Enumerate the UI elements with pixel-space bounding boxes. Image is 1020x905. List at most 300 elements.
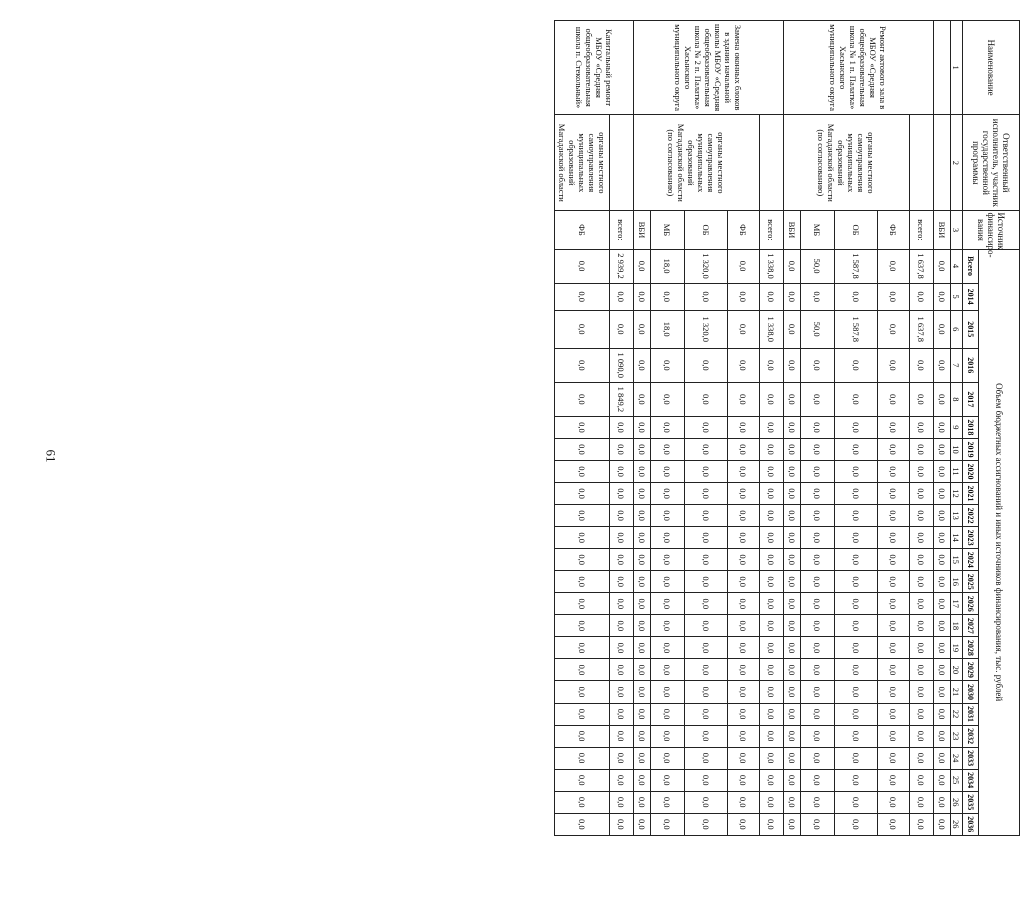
column-index: 22: [951, 703, 963, 725]
value-cell: 1 338,0: [760, 249, 784, 283]
value-cell: 0,0: [685, 769, 728, 791]
value-cell: 0,0: [878, 505, 910, 527]
column-index: 26: [951, 813, 963, 835]
value-cell: 0,0: [784, 659, 801, 681]
value-cell: 0,0: [634, 249, 651, 283]
value-cell: 0,0: [760, 681, 784, 703]
responsible-blank: [610, 115, 634, 211]
header-year: 2025: [963, 571, 979, 593]
column-index: 5: [951, 283, 963, 310]
value-cell: 0,0: [651, 681, 685, 703]
value-cell: 0,0: [910, 637, 934, 659]
value-cell: 0,0: [934, 460, 951, 482]
source-cell: МБ: [801, 211, 835, 249]
header-year: 2023: [963, 527, 979, 549]
value-cell: 0,0: [610, 460, 634, 482]
value-cell: 0,0: [835, 813, 878, 835]
value-cell: 0,0: [934, 382, 951, 416]
value-cell: 0,0: [878, 310, 910, 348]
header-total: Всего: [963, 249, 979, 283]
value-cell: 0,0: [685, 348, 728, 382]
value-cell: 0,0: [651, 593, 685, 615]
value-cell: 0,0: [728, 769, 760, 791]
header-year: 2020: [963, 460, 979, 482]
value-cell: 0,0: [685, 483, 728, 505]
value-cell: 0,0: [910, 527, 934, 549]
value-cell: 0,0: [555, 549, 610, 571]
value-cell: 0,0: [801, 483, 835, 505]
value-cell: 0,0: [555, 527, 610, 549]
value-cell: 0,0: [801, 593, 835, 615]
value-cell: 0,0: [610, 791, 634, 813]
value-cell: 0,0: [835, 769, 878, 791]
header-year: 2029: [963, 659, 979, 681]
value-cell: 0,0: [760, 382, 784, 416]
value-cell: 0,0: [784, 813, 801, 835]
value-cell: 1 637,8: [910, 310, 934, 348]
value-cell: 0,0: [685, 747, 728, 769]
value-cell: 0,0: [934, 813, 951, 835]
value-cell: 0,0: [685, 615, 728, 637]
value-cell: 0,0: [934, 747, 951, 769]
value-cell: 50,0: [801, 249, 835, 283]
table-row: [878, 21, 910, 880]
value-cell: 0,0: [728, 249, 760, 283]
value-cell: 0,0: [784, 483, 801, 505]
value-cell: 0,0: [934, 483, 951, 505]
value-cell: 0,0: [760, 637, 784, 659]
column-index: 17: [951, 593, 963, 615]
value-cell: 0,0: [555, 593, 610, 615]
value-cell: 0,0: [651, 527, 685, 549]
value-cell: 0,0: [910, 769, 934, 791]
value-cell: 0,0: [555, 438, 610, 460]
responsible-cell: [934, 115, 951, 211]
value-cell: 18,0: [651, 249, 685, 283]
value-cell: 0,0: [801, 747, 835, 769]
value-cell: 0,0: [784, 747, 801, 769]
value-cell: 0,0: [934, 681, 951, 703]
value-cell: 0,0: [728, 725, 760, 747]
value-cell: 1 637,8: [910, 249, 934, 283]
column-index: 23: [951, 725, 963, 747]
value-cell: 0,0: [610, 283, 634, 310]
value-cell: 0,0: [651, 769, 685, 791]
value-cell: 0,0: [910, 681, 934, 703]
value-cell: 0,0: [835, 747, 878, 769]
value-cell: 0,0: [910, 460, 934, 482]
value-cell: 0,0: [728, 637, 760, 659]
value-cell: 0,0: [878, 460, 910, 482]
value-cell: 0,0: [685, 637, 728, 659]
value-cell: 0,0: [555, 382, 610, 416]
value-cell: 0,0: [934, 659, 951, 681]
value-cell: 0,0: [685, 549, 728, 571]
value-cell: 0,0: [685, 813, 728, 835]
value-cell: 0,0: [555, 571, 610, 593]
page-number: 61: [43, 449, 59, 463]
value-cell: 0,0: [555, 416, 610, 438]
value-cell: 0,0: [760, 791, 784, 813]
value-cell: 0,0: [835, 382, 878, 416]
value-cell: 0,0: [728, 416, 760, 438]
column-index: 18: [951, 615, 963, 637]
column-index: 12: [951, 483, 963, 505]
value-cell: 0,0: [760, 438, 784, 460]
source-cell: ФБ: [728, 211, 760, 249]
value-cell: 0,0: [835, 283, 878, 310]
header-year: 2035: [963, 791, 979, 813]
value-cell: 0,0: [685, 527, 728, 549]
value-cell: 0,0: [728, 382, 760, 416]
value-cell: 0,0: [934, 527, 951, 549]
header-year: 2014: [963, 283, 979, 310]
value-cell: 0,0: [634, 549, 651, 571]
continuation-row: [934, 21, 951, 880]
value-cell: 0,0: [610, 549, 634, 571]
column-index: 21: [951, 681, 963, 703]
value-cell: 0,0: [878, 681, 910, 703]
header-year: 2017: [963, 382, 979, 416]
value-cell: 0,0: [878, 527, 910, 549]
value-cell: 0,0: [610, 747, 634, 769]
value-cell: 0,0: [835, 659, 878, 681]
measure-name: Капитальный ремонт МБОУ «Средняя общеобразовательная школа п. Стекольный»: [555, 21, 634, 115]
value-cell: 0,0: [910, 416, 934, 438]
value-cell: 0,0: [634, 725, 651, 747]
measure-name: Замена оконных блоков в здании начальной школы МБОУ «Средняя общеобразовательная школа № 2 п. Палатка» Хасынского муниципального округа: [634, 21, 784, 115]
value-cell: 0,0: [910, 382, 934, 416]
value-cell: 0,0: [651, 747, 685, 769]
value-cell: 0,0: [801, 725, 835, 747]
value-cell: 0,0: [784, 571, 801, 593]
value-cell: 0,0: [685, 703, 728, 725]
value-cell: 0,0: [634, 283, 651, 310]
value-cell: 0,0: [610, 416, 634, 438]
value-cell: 0,0: [760, 593, 784, 615]
value-cell: 0,0: [555, 813, 610, 835]
value-cell: 0,0: [610, 483, 634, 505]
value-cell: 0,0: [760, 747, 784, 769]
value-cell: 0,0: [610, 725, 634, 747]
value-cell: 0,0: [760, 769, 784, 791]
value-cell: 0,0: [685, 382, 728, 416]
column-index: 6: [951, 310, 963, 348]
header-year: 2033: [963, 747, 979, 769]
value-cell: 0,0: [934, 283, 951, 310]
value-cell: 1 849,2: [610, 382, 634, 416]
value-cell: 0,0: [784, 593, 801, 615]
header-year: 2032: [963, 725, 979, 747]
value-cell: 0,0: [555, 637, 610, 659]
value-cell: 0,0: [610, 593, 634, 615]
value-cell: 0,0: [728, 791, 760, 813]
value-cell: 0,0: [651, 615, 685, 637]
value-cell: 0,0: [555, 791, 610, 813]
value-cell: 0,0: [651, 659, 685, 681]
value-cell: 0,0: [801, 813, 835, 835]
value-cell: 0,0: [784, 769, 801, 791]
value-cell: 0,0: [934, 249, 951, 283]
value-cell: 0,0: [760, 505, 784, 527]
value-cell: 0,0: [634, 460, 651, 482]
value-cell: 0,0: [610, 703, 634, 725]
value-cell: 0,0: [784, 382, 801, 416]
source-cell: всего:: [610, 211, 634, 249]
value-cell: 0,0: [728, 659, 760, 681]
value-cell: 0,0: [878, 382, 910, 416]
value-cell: 0,0: [934, 505, 951, 527]
value-cell: 1 587,8: [835, 249, 878, 283]
header-name: Наименование: [963, 21, 1020, 115]
value-cell: 0,0: [801, 416, 835, 438]
value-cell: 0,0: [910, 348, 934, 382]
header-year: 2021: [963, 483, 979, 505]
column-index: 4: [951, 249, 963, 283]
value-cell: 0,0: [934, 791, 951, 813]
column-index: 9: [951, 416, 963, 438]
source-cell: всего:: [910, 211, 934, 249]
value-cell: 0,0: [555, 681, 610, 703]
source-cell: МБ: [651, 211, 685, 249]
value-cell: 0,0: [651, 725, 685, 747]
value-cell: 0,0: [934, 725, 951, 747]
value-cell: 0,0: [801, 549, 835, 571]
value-cell: 0,0: [784, 549, 801, 571]
value-cell: 0,0: [835, 637, 878, 659]
source-cell: ВБИ: [634, 211, 651, 249]
value-cell: 0,0: [910, 549, 934, 571]
value-cell: 0,0: [784, 310, 801, 348]
value-cell: 0,0: [801, 681, 835, 703]
value-cell: 0,0: [835, 791, 878, 813]
value-cell: 0,0: [784, 791, 801, 813]
value-cell: 2 939,2: [610, 249, 634, 283]
header-year: 2022: [963, 505, 979, 527]
value-cell: 0,0: [835, 681, 878, 703]
value-cell: 0,0: [555, 249, 610, 283]
value-cell: 0,0: [634, 813, 651, 835]
value-cell: 0,0: [634, 615, 651, 637]
value-cell: 0,0: [651, 460, 685, 482]
header-source: Источник финансиро-вания: [963, 211, 1020, 249]
header-year: 2016: [963, 348, 979, 382]
value-cell: 0,0: [610, 438, 634, 460]
value-cell: 0,0: [728, 615, 760, 637]
value-cell: 0,0: [878, 571, 910, 593]
value-cell: 0,0: [910, 483, 934, 505]
value-cell: 0,0: [910, 813, 934, 835]
value-cell: 0,0: [878, 703, 910, 725]
value-cell: 0,0: [555, 310, 610, 348]
responsible-blank: [760, 115, 784, 211]
source-cell: ФБ: [878, 211, 910, 249]
value-cell: 0,0: [934, 310, 951, 348]
column-index: 3: [951, 211, 963, 249]
value-cell: 0,0: [610, 505, 634, 527]
responsible-cell: органы местного самоуправления муниципальных образований Магаданской области: [555, 115, 610, 211]
column-index: 14: [951, 527, 963, 549]
value-cell: 0,0: [784, 637, 801, 659]
value-cell: 0,0: [728, 283, 760, 310]
column-index: 11: [951, 460, 963, 482]
value-cell: 0,0: [610, 527, 634, 549]
value-cell: 0,0: [634, 527, 651, 549]
value-cell: 0,0: [934, 637, 951, 659]
value-cell: 0,0: [651, 549, 685, 571]
value-cell: 0,0: [934, 593, 951, 615]
value-cell: 0,0: [634, 505, 651, 527]
value-cell: 0,0: [784, 725, 801, 747]
value-cell: 0,0: [634, 681, 651, 703]
header-year: 2015: [963, 310, 979, 348]
value-cell: 0,0: [634, 769, 651, 791]
value-cell: 0,0: [555, 725, 610, 747]
value-cell: 0,0: [760, 571, 784, 593]
measure-name: Ремонт актового зала в МБОУ «Средняя общеобразовательная школа № 1 п. Палатка» Хасынского муниципального округа: [784, 21, 934, 115]
value-cell: 0,0: [610, 813, 634, 835]
value-cell: 0,0: [835, 527, 878, 549]
value-cell: 0,0: [784, 249, 801, 283]
value-cell: 0,0: [835, 348, 878, 382]
value-cell: 0,0: [610, 659, 634, 681]
value-cell: 0,0: [728, 703, 760, 725]
value-cell: 0,0: [784, 505, 801, 527]
value-cell: 0,0: [835, 593, 878, 615]
value-cell: 0,0: [728, 571, 760, 593]
responsible-blank: [910, 115, 934, 211]
value-cell: 0,0: [934, 348, 951, 382]
source-cell: ОБ: [685, 211, 728, 249]
value-cell: 0,0: [760, 725, 784, 747]
header-row-index: [951, 21, 963, 880]
value-cell: 0,0: [685, 681, 728, 703]
value-cell: 0,0: [910, 505, 934, 527]
value-cell: 0,0: [760, 416, 784, 438]
table-row: [555, 21, 610, 880]
value-cell: 0,0: [651, 348, 685, 382]
source-cell: всего:: [760, 211, 784, 249]
column-index: 19: [951, 637, 963, 659]
value-cell: 0,0: [934, 769, 951, 791]
header-row-titles: [979, 21, 1020, 880]
value-cell: 0,0: [801, 382, 835, 416]
value-cell: 0,0: [910, 659, 934, 681]
value-cell: 0,0: [801, 348, 835, 382]
value-cell: 0,0: [610, 681, 634, 703]
value-cell: 0,0: [760, 527, 784, 549]
value-cell: 0,0: [878, 348, 910, 382]
column-index: 24: [951, 747, 963, 769]
value-cell: 0,0: [910, 438, 934, 460]
value-cell: 0,0: [784, 615, 801, 637]
source-cell: ОБ: [835, 211, 878, 249]
value-cell: 0,0: [878, 438, 910, 460]
value-cell: 0,0: [728, 483, 760, 505]
value-cell: 0,0: [555, 747, 610, 769]
value-cell: 0,0: [878, 483, 910, 505]
column-index: 7: [951, 348, 963, 382]
responsible-cell: органы местного самоуправления муниципальных образований Магаданской области (по согласованию): [634, 115, 760, 211]
value-cell: 0,0: [728, 310, 760, 348]
value-cell: 0,0: [685, 416, 728, 438]
value-cell: 0,0: [555, 460, 610, 482]
value-cell: 0,0: [634, 416, 651, 438]
value-cell: 0,0: [651, 483, 685, 505]
value-cell: 0,0: [555, 283, 610, 310]
value-cell: 0,0: [651, 438, 685, 460]
header-year: 2034: [963, 769, 979, 791]
value-cell: 0,0: [651, 637, 685, 659]
value-cell: 0,0: [878, 615, 910, 637]
value-cell: 0,0: [555, 769, 610, 791]
value-cell: 0,0: [728, 813, 760, 835]
value-cell: 0,0: [555, 659, 610, 681]
value-cell: 0,0: [610, 310, 634, 348]
source-cell: ВБИ: [784, 211, 801, 249]
value-cell: 0,0: [784, 438, 801, 460]
value-cell: 0,0: [760, 483, 784, 505]
value-cell: 0,0: [651, 791, 685, 813]
value-cell: 0,0: [555, 703, 610, 725]
value-cell: 0,0: [610, 637, 634, 659]
value-cell: 0,0: [760, 549, 784, 571]
value-cell: 0,0: [685, 438, 728, 460]
value-cell: 0,0: [634, 659, 651, 681]
column-index: 25: [951, 769, 963, 791]
header-year: 2031: [963, 703, 979, 725]
value-cell: 0,0: [685, 659, 728, 681]
value-cell: 0,0: [728, 505, 760, 527]
table-row: [728, 21, 760, 880]
responsible-cell: органы местного самоуправления муниципальных образований Магаданской области (по согласованию): [784, 115, 910, 211]
value-cell: 0,0: [835, 571, 878, 593]
value-cell: 0,0: [728, 549, 760, 571]
financing-table: [554, 20, 1020, 880]
value-cell: 0,0: [651, 703, 685, 725]
value-cell: 0,0: [878, 813, 910, 835]
value-cell: 0,0: [934, 438, 951, 460]
value-cell: 0,0: [835, 483, 878, 505]
value-cell: 0,0: [634, 791, 651, 813]
value-cell: 0,0: [728, 747, 760, 769]
value-cell: 0,0: [801, 791, 835, 813]
header-year: 2026: [963, 593, 979, 615]
value-cell: 0,0: [651, 416, 685, 438]
value-cell: 0,0: [878, 249, 910, 283]
value-cell: 0,0: [934, 549, 951, 571]
value-cell: 0,0: [651, 382, 685, 416]
source-cell: ВБИ: [934, 211, 951, 249]
value-cell: 1 090,0: [610, 348, 634, 382]
value-cell: 0,0: [651, 813, 685, 835]
table-row: [610, 21, 634, 880]
value-cell: 0,0: [784, 416, 801, 438]
value-cell: 0,0: [651, 571, 685, 593]
column-index: 2: [951, 115, 963, 211]
value-cell: 0,0: [685, 460, 728, 482]
value-cell: 0,0: [801, 637, 835, 659]
value-cell: 0,0: [910, 791, 934, 813]
value-cell: 0,0: [878, 725, 910, 747]
value-cell: 0,0: [934, 571, 951, 593]
header-year: 2019: [963, 438, 979, 460]
value-cell: 0,0: [784, 681, 801, 703]
value-cell: 0,0: [634, 348, 651, 382]
value-cell: 0,0: [910, 593, 934, 615]
value-cell: 0,0: [878, 791, 910, 813]
table-body: [555, 21, 951, 880]
